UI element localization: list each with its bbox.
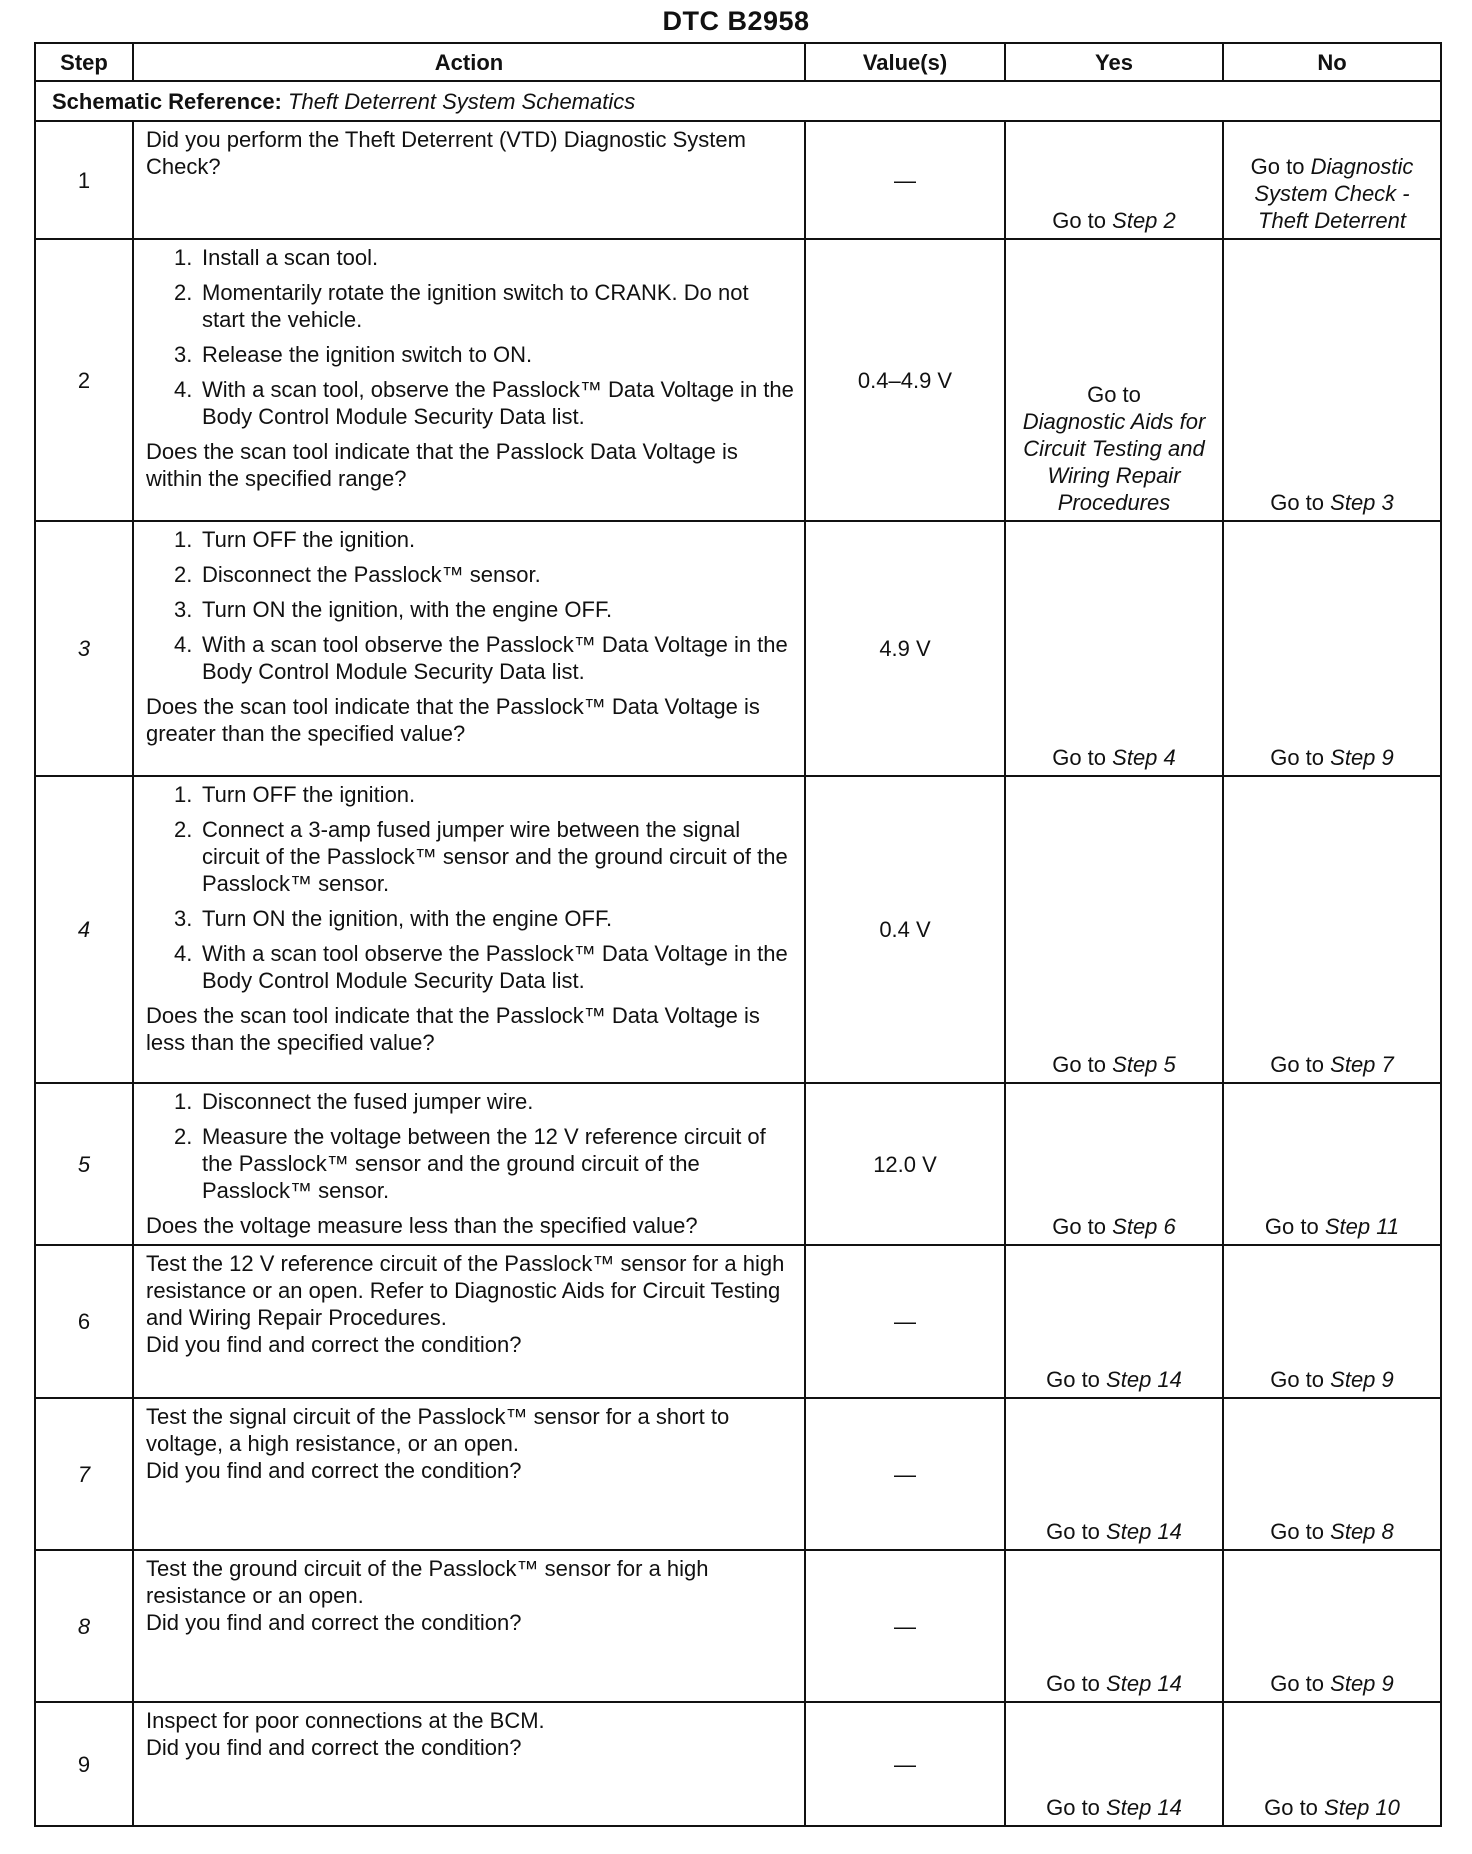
yes-link[interactable]: Step 14 xyxy=(1106,1367,1182,1392)
value-cell: — xyxy=(805,1245,1005,1398)
schematic-label: Schematic Reference: xyxy=(52,88,282,114)
value-cell: — xyxy=(805,1702,1005,1826)
yes-prefix: Go to xyxy=(1052,208,1107,233)
header-action: Action xyxy=(133,43,805,81)
no-prefix: Go to xyxy=(1270,1671,1325,1696)
action-question: Does the scan tool indicate that the Passlock Data Voltage is within the specified range? xyxy=(146,439,738,491)
header-yes: Yes xyxy=(1005,43,1223,81)
value-cell: — xyxy=(805,1550,1005,1702)
yes-cell xyxy=(1005,776,1223,1083)
no-cell xyxy=(1223,1245,1441,1398)
action-steps xyxy=(146,1088,796,1212)
document-title: DTC B2958 xyxy=(662,6,810,36)
step-number: 2 xyxy=(35,239,133,521)
action-steps xyxy=(146,526,796,693)
no-link[interactable]: Step 7 xyxy=(1330,1052,1394,1077)
yes-prefix: Go to xyxy=(1087,382,1141,407)
yes-prefix: Go to xyxy=(1052,745,1107,770)
step-number: 3 xyxy=(35,521,133,776)
list-item: 4. With a scan tool observe the Passlock™ Data Voltage in the Body Control Module Security Data list. xyxy=(174,632,788,684)
yes-link[interactable]: Diagnostic Aids for Circuit Testing and Wiring Repair Procedures xyxy=(1022,409,1206,515)
action-cell xyxy=(133,121,805,239)
schematic-reference xyxy=(35,81,1441,121)
step-number: 7 xyxy=(35,1398,133,1550)
list-item: 3. Turn ON the ignition, with the engine OFF. xyxy=(174,906,613,931)
action-question: Did you find and correct the condition? xyxy=(146,1735,522,1760)
yes-cell xyxy=(1005,521,1223,776)
header-row xyxy=(35,43,1441,81)
yes-prefix: Go to xyxy=(1046,1367,1100,1392)
yes-cell xyxy=(1005,121,1223,239)
table-row xyxy=(35,1245,1441,1398)
action-cell xyxy=(133,1083,805,1245)
header-no: No xyxy=(1223,43,1441,81)
action-cell xyxy=(133,776,805,1083)
action-question: Did you find and correct the condition? xyxy=(146,1458,522,1483)
no-cell xyxy=(1223,1550,1441,1702)
diagnostic-table xyxy=(34,42,1442,1827)
action-steps xyxy=(146,244,796,438)
no-cell xyxy=(1223,121,1441,239)
no-link[interactable]: Step 10 xyxy=(1324,1795,1400,1820)
list-item: 1. Install a scan tool. xyxy=(174,245,379,270)
yes-prefix: Go to xyxy=(1046,1671,1100,1696)
table-row xyxy=(35,1702,1441,1826)
action-text: Did you perform the Theft Deterrent (VTD) Diagnostic System Check? xyxy=(146,127,746,179)
no-prefix: Go to xyxy=(1264,1214,1319,1239)
action-steps xyxy=(146,781,796,1002)
yes-cell xyxy=(1005,1245,1223,1398)
schematic-link[interactable]: Theft Deterrent System Schematics xyxy=(288,88,636,114)
no-link[interactable]: Step 8 xyxy=(1330,1519,1394,1544)
yes-link[interactable]: Step 5 xyxy=(1112,1052,1176,1077)
action-cell xyxy=(133,1550,805,1702)
no-cell xyxy=(1223,239,1441,521)
step-number: 4 xyxy=(35,776,133,1083)
no-link[interactable]: Step 9 xyxy=(1330,745,1394,770)
action-question: Did you find and correct the condition? xyxy=(146,1610,522,1635)
table-row xyxy=(35,1550,1441,1702)
action-cell xyxy=(133,521,805,776)
list-item: 4. With a scan tool observe the Passlock™ Data Voltage in the Body Control Module Security Data list. xyxy=(174,941,788,993)
table-row xyxy=(35,776,1441,1083)
step-number: 8 xyxy=(35,1550,133,1702)
yes-cell xyxy=(1005,1083,1223,1245)
no-cell xyxy=(1223,1083,1441,1245)
list-item: 3. Release the ignition switch to ON. xyxy=(174,342,533,367)
value-cell: 0.4–4.9 V xyxy=(805,239,1005,521)
no-cell xyxy=(1223,1702,1441,1826)
action-question: Does the voltage measure less than the specified value? xyxy=(146,1213,698,1238)
action-text: Test the ground circuit of the Passlock™ sensor for a high resistance or an open. xyxy=(146,1556,709,1608)
list-item: 2. Disconnect the Passlock™ sensor. xyxy=(174,562,541,587)
list-item: 2. Momentarily rotate the ignition switch to CRANK. Do not start the vehicle. xyxy=(174,280,749,332)
yes-link[interactable]: Step 14 xyxy=(1106,1795,1182,1820)
yes-cell xyxy=(1005,239,1223,521)
no-link[interactable]: Step 9 xyxy=(1330,1671,1394,1696)
list-item: 4. With a scan tool, observe the Passlock™ Data Voltage in the Body Control Module Security Data list. xyxy=(174,377,794,429)
header-values: Value(s) xyxy=(805,43,1005,81)
step-number: 6 xyxy=(35,1245,133,1398)
no-cell xyxy=(1223,1398,1441,1550)
step-number: 5 xyxy=(35,1083,133,1245)
no-prefix: Go to xyxy=(1270,1519,1325,1544)
value-cell: — xyxy=(805,1398,1005,1550)
schematic-row xyxy=(35,81,1441,121)
no-link[interactable]: Step 11 xyxy=(1324,1214,1400,1239)
no-prefix: Go to xyxy=(1270,745,1325,770)
table-row xyxy=(35,521,1441,776)
value-cell: 4.9 V xyxy=(805,521,1005,776)
no-cell xyxy=(1223,776,1441,1083)
table-row xyxy=(35,1398,1441,1550)
list-item: 1. Turn OFF the ignition. xyxy=(174,782,416,807)
action-cell xyxy=(133,239,805,521)
action-question: Does the scan tool indicate that the Passlock™ Data Voltage is less than the specified value? xyxy=(146,1003,760,1055)
list-item: 2. Connect a 3-amp fused jumper wire between the signal circuit of the Passlock™ sensor and the ground circuit of the Passlock™ sensor. xyxy=(174,817,788,896)
no-prefix: Go to xyxy=(1270,1367,1325,1392)
value-cell: — xyxy=(805,121,1005,239)
action-cell xyxy=(133,1245,805,1398)
yes-prefix: Go to xyxy=(1052,1052,1107,1077)
action-question: Did you find and correct the condition? xyxy=(146,1332,522,1357)
no-prefix: Go to xyxy=(1264,1795,1318,1820)
list-item: 1. Disconnect the fused jumper wire. xyxy=(174,1089,534,1114)
table-row xyxy=(35,121,1441,239)
no-link[interactable]: Diagnostic System Check - Theft Deterrent xyxy=(1254,154,1414,233)
yes-prefix: Go to xyxy=(1052,1214,1107,1239)
value-cell: 0.4 V xyxy=(805,776,1005,1083)
action-text: Test the signal circuit of the Passlock™ sensor for a short to voltage, a high resistance, or an open. xyxy=(146,1404,730,1456)
list-item: 3. Turn ON the ignition, with the engine OFF. xyxy=(174,597,613,622)
yes-cell xyxy=(1005,1702,1223,1826)
no-link[interactable]: Step 9 xyxy=(1330,1367,1394,1392)
action-text: Test the 12 V reference circuit of the Passlock™ sensor for a high resistance or an open. Refer to Diagnostic Aids for Circuit Testing and Wiring Repair Procedures. xyxy=(146,1251,785,1330)
list-item: 1. Turn OFF the ignition. xyxy=(174,527,416,552)
action-cell xyxy=(133,1702,805,1826)
header-step: Step xyxy=(35,43,133,81)
action-cell xyxy=(133,1398,805,1550)
action-question: Does the scan tool indicate that the Passlock™ Data Voltage is greater than the specified value? xyxy=(146,694,760,746)
yes-prefix: Go to xyxy=(1046,1519,1100,1544)
no-link[interactable]: Step 3 xyxy=(1330,490,1394,515)
step-number: 9 xyxy=(35,1702,133,1826)
step-number: 1 xyxy=(35,121,133,239)
list-item: 2. Measure the voltage between the 12 V reference circuit of the Passlock™ sensor and the ground circuit of the Passlock™ sensor. xyxy=(174,1124,766,1203)
no-prefix: Go to xyxy=(1250,154,1305,179)
no-cell xyxy=(1223,521,1441,776)
yes-prefix: Go to xyxy=(1046,1795,1100,1820)
no-prefix: Go to xyxy=(1270,1052,1325,1077)
yes-link[interactable]: Step 2 xyxy=(1112,208,1176,233)
value-cell: 12.0 V xyxy=(805,1083,1005,1245)
table-row xyxy=(35,239,1441,521)
action-text: Inspect for poor connections at the BCM. xyxy=(146,1708,545,1733)
no-prefix: Go to xyxy=(1270,490,1325,515)
yes-link[interactable]: Step 4 xyxy=(1112,745,1176,770)
yes-link[interactable]: Step 14 xyxy=(1106,1671,1182,1696)
yes-cell xyxy=(1005,1398,1223,1550)
table-row xyxy=(35,1083,1441,1245)
yes-link[interactable]: Step 14 xyxy=(1106,1519,1182,1544)
yes-cell xyxy=(1005,1550,1223,1702)
yes-link[interactable]: Step 6 xyxy=(1112,1214,1176,1239)
